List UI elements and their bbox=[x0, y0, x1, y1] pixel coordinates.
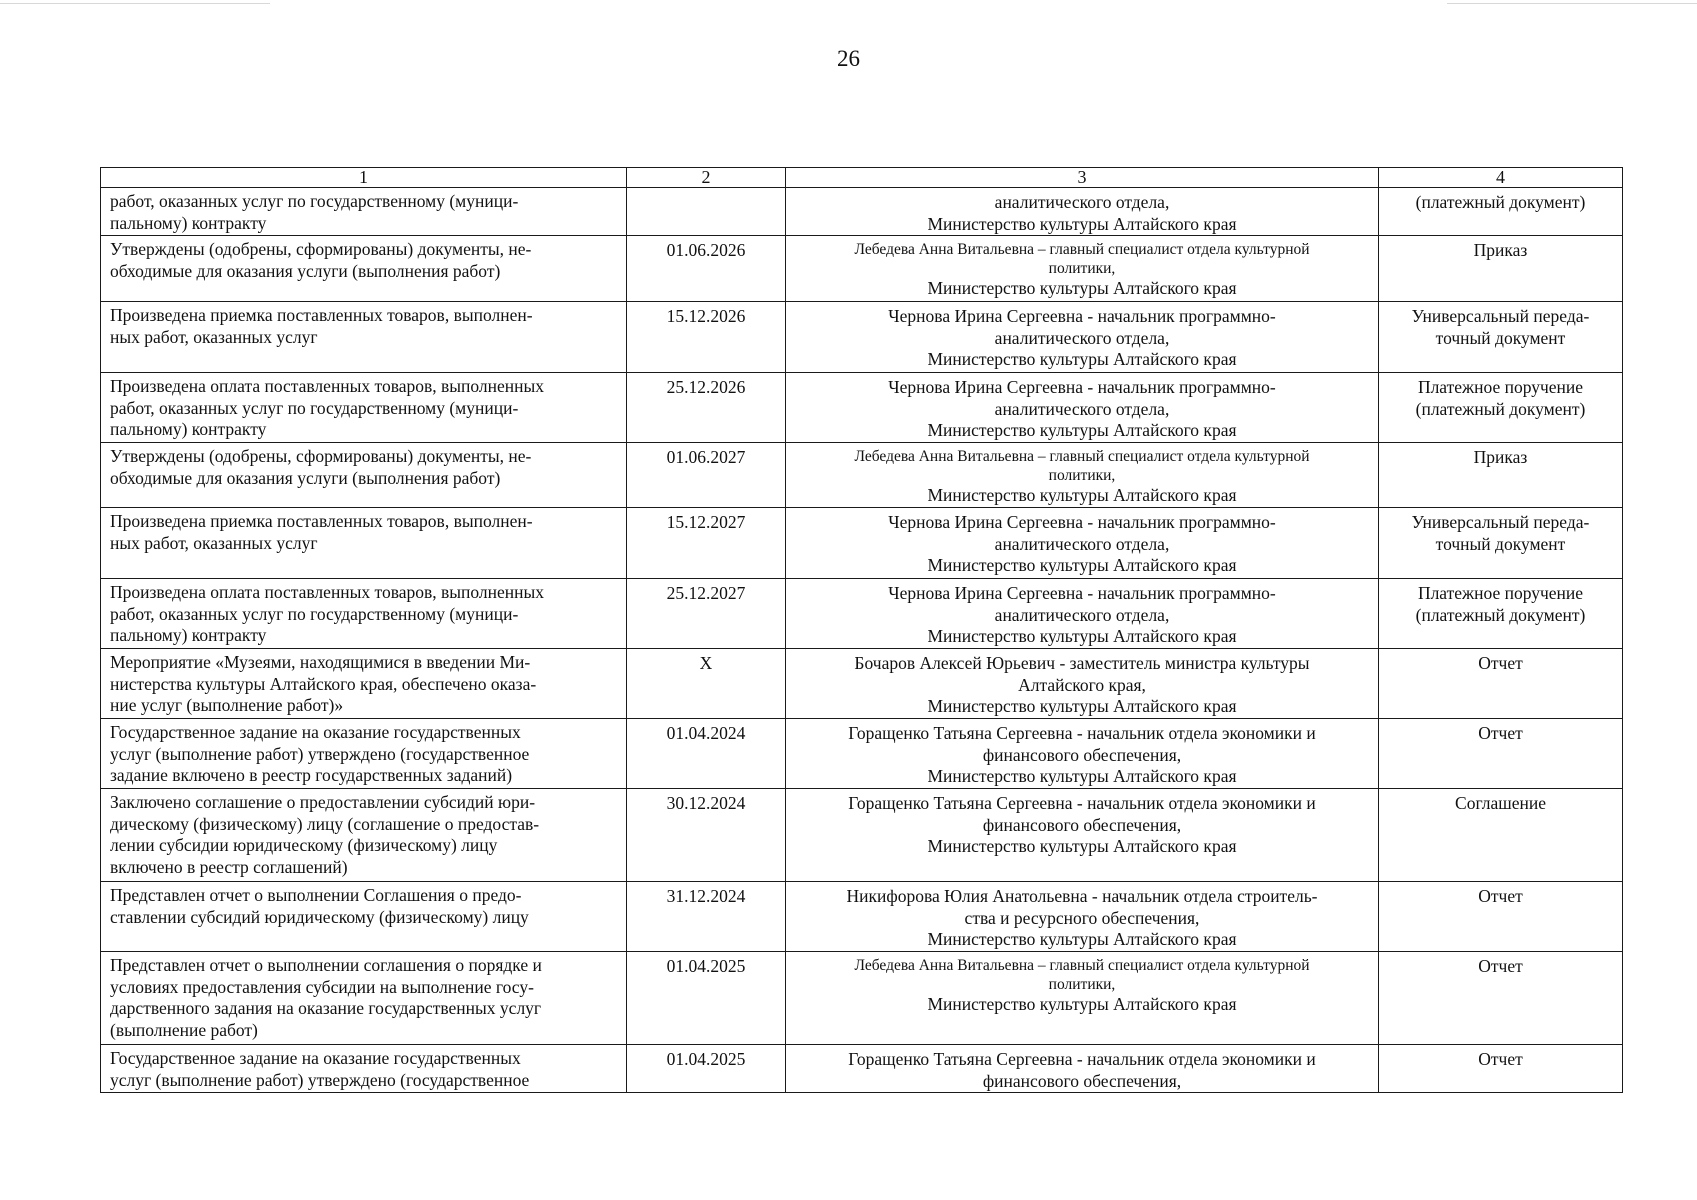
deadline-date: 25.12.2027 bbox=[666, 583, 746, 603]
responsible-organization-line: Министерство культуры Алтайского края bbox=[927, 994, 1237, 1014]
document-type-line: Отчет bbox=[1478, 723, 1523, 743]
responsible-person-line: ства и ресурсного обеспечения, bbox=[964, 907, 1200, 928]
deadline-date: 25.12.2026 bbox=[666, 377, 746, 397]
table-row bbox=[101, 1045, 1623, 1093]
event-description-line: ние услуг (выполнение работ)» bbox=[110, 695, 344, 715]
event-description-cell bbox=[101, 302, 627, 373]
document-type-cell bbox=[1379, 1045, 1623, 1093]
responsible-person-line: Министерство культуры Алтайского края bbox=[927, 420, 1237, 440]
deadline-cell bbox=[627, 719, 786, 789]
responsible-person-line: Министерство культуры Алтайского края bbox=[927, 555, 1237, 575]
event-description-cell bbox=[101, 579, 627, 649]
event-description-cell bbox=[101, 236, 627, 302]
document-type-cell bbox=[1379, 649, 1623, 719]
event-description-line: Произведена оплата поставленных товаров, выполненных bbox=[110, 376, 545, 396]
document-type-cell bbox=[1379, 443, 1623, 508]
responsible-person-line: финансового обеспечения, bbox=[982, 744, 1182, 765]
table-row bbox=[101, 302, 1623, 373]
deadline-date: 01.04.2025 bbox=[666, 956, 746, 976]
responsible-person-line: Лебедева Анна Витальевна – главный специалист отдела культурной bbox=[854, 241, 1310, 258]
event-description-cell bbox=[101, 508, 627, 579]
table-row bbox=[101, 579, 1623, 649]
deadline-cell bbox=[627, 443, 786, 508]
event-description-line: ных работ, оказанных услуг bbox=[110, 532, 318, 553]
event-description-line: обходимые для оказания услуги (выполнения работ) bbox=[110, 467, 501, 488]
event-description-cell bbox=[101, 443, 627, 508]
document-type-cell bbox=[1379, 188, 1623, 236]
responsible-person-cell bbox=[786, 882, 1379, 952]
document-type-cell bbox=[1379, 579, 1623, 649]
event-description-line: работ, оказанных услуг по государственному (муници- bbox=[110, 191, 519, 211]
responsible-person-line: Лебедева Анна Витальевна – главный специалист отдела культурной bbox=[854, 448, 1310, 465]
document-type-line: (платежный документ) bbox=[1415, 398, 1586, 419]
event-description-cell bbox=[101, 952, 627, 1045]
deadline-date: 30.12.2024 bbox=[666, 793, 746, 813]
responsible-person-line: политики, bbox=[1048, 467, 1116, 484]
event-description-line: ставлении субсидий юридическому (физическому) лицу bbox=[110, 906, 529, 927]
event-description-cell bbox=[101, 649, 627, 719]
responsible-person-line: Горащенко Татьяна Сергеевна - начальник отдела экономики и bbox=[848, 723, 1316, 743]
event-description-cell bbox=[101, 1045, 627, 1093]
deadline-cell bbox=[627, 236, 786, 302]
responsible-person-line: Никифорова Юлия Анатольевна - начальник отдела строитель- bbox=[846, 886, 1318, 906]
responsible-person-line: аналитического отдела, bbox=[994, 398, 1170, 419]
event-description-line: Утверждены (одобрены, сформированы) документы, не- bbox=[110, 446, 532, 466]
deadline-date: 01.04.2024 bbox=[666, 723, 746, 743]
responsible-person-line: аналитического отдела, bbox=[994, 327, 1170, 348]
document-type-line: Отчет bbox=[1478, 886, 1523, 906]
document-type-cell bbox=[1379, 236, 1623, 302]
document-type-line: Соглашение bbox=[1455, 793, 1546, 813]
event-description-line: работ, оказанных услуг по государственному (муници- bbox=[110, 397, 519, 418]
deadline-date: 01.06.2027 bbox=[666, 447, 746, 467]
responsible-person-line: Чернова Ирина Сергеевна - начальник программно- bbox=[888, 306, 1276, 326]
document-type-line: точный документ bbox=[1435, 327, 1566, 348]
event-description-line: пальному) контракту bbox=[110, 212, 267, 233]
event-description-line: лении субсидии юридическому (физическому) лицу bbox=[110, 835, 498, 855]
document-type-cell bbox=[1379, 789, 1623, 882]
event-description-line: дическому (физическому) лицу (соглашение о предостав- bbox=[110, 813, 540, 834]
table-row bbox=[101, 508, 1623, 579]
table-row bbox=[101, 789, 1623, 882]
event-description-line: Произведена приемка поставленных товаров, выполнен- bbox=[110, 305, 533, 325]
column-header-1: 1 bbox=[101, 168, 627, 188]
deadline-date: 01.06.2026 bbox=[666, 240, 746, 260]
event-description-line: Произведена оплата поставленных товаров, выполненных bbox=[110, 582, 545, 602]
event-description-line: включено в реестр соглашений) bbox=[110, 856, 348, 877]
event-description-cell bbox=[101, 719, 627, 789]
responsible-person-line: Бочаров Алексей Юрьевич - заместитель министра культуры bbox=[854, 653, 1310, 673]
event-description-line: условиях предоставления субсидии на выполнение госу- bbox=[110, 976, 534, 997]
event-description-line: задание включено в реестр государственных заданий) bbox=[110, 765, 513, 785]
document-type-line: Универсальный переда- bbox=[1411, 512, 1590, 532]
responsible-person-line: аналитического отдела, bbox=[994, 192, 1170, 212]
responsible-person-cell bbox=[786, 188, 1379, 236]
responsible-person-line: финансового обеспечения, bbox=[982, 1070, 1182, 1091]
responsible-person-line: Министерство культуры Алтайского края bbox=[927, 836, 1237, 856]
document-type-cell bbox=[1379, 952, 1623, 1045]
plan-table bbox=[100, 167, 1623, 1093]
responsible-person-line: Чернова Ирина Сергеевна - начальник программно- bbox=[888, 512, 1276, 532]
table-row bbox=[101, 373, 1623, 443]
table-row bbox=[101, 952, 1623, 1045]
event-description-line: дарственного задания на оказание государственных услуг bbox=[110, 998, 542, 1018]
responsible-person-cell bbox=[786, 649, 1379, 719]
deadline-date: X bbox=[699, 653, 713, 673]
deadline-cell bbox=[627, 952, 786, 1045]
column-header-2: 2 bbox=[627, 168, 786, 188]
responsible-person-line: Министерство культуры Алтайского края bbox=[927, 766, 1237, 786]
table-row bbox=[101, 649, 1623, 719]
responsible-person-line: Лебедева Анна Витальевна – главный специалист отдела культурной bbox=[854, 957, 1310, 974]
deadline-cell bbox=[627, 789, 786, 882]
responsible-person-cell bbox=[786, 508, 1379, 579]
scan-edge-right bbox=[1447, 3, 1697, 4]
document-type-line: Отчет bbox=[1478, 653, 1523, 673]
responsible-person-line: аналитического отдела, bbox=[994, 604, 1170, 625]
event-description-line: услуг (выполнение работ) утверждено (государственное bbox=[110, 1069, 530, 1090]
responsible-person-cell bbox=[786, 443, 1379, 508]
plan-table-body bbox=[101, 168, 1623, 1093]
table-row bbox=[101, 719, 1623, 789]
responsible-organization-line: Министерство культуры Алтайского края bbox=[927, 278, 1237, 298]
deadline-cell bbox=[627, 508, 786, 579]
deadline-cell bbox=[627, 1045, 786, 1093]
event-description-line: пальному) контракту bbox=[110, 625, 267, 645]
responsible-person-line: Чернова Ирина Сергеевна - начальник программно- bbox=[888, 377, 1276, 397]
event-description-cell bbox=[101, 373, 627, 443]
event-description-line: (выполнение работ) bbox=[110, 1019, 258, 1040]
event-description-line: Произведена приемка поставленных товаров, выполнен- bbox=[110, 511, 533, 531]
document-type-line: Приказ bbox=[1473, 240, 1528, 260]
document-type-line: (платежный документ) bbox=[1415, 192, 1586, 212]
event-description-line: работ, оказанных услуг по государственному (муници- bbox=[110, 603, 519, 624]
responsible-person-line: Горащенко Татьяна Сергеевна - начальник отдела экономики и bbox=[848, 793, 1316, 813]
responsible-person-line: Министерство культуры Алтайского края bbox=[927, 929, 1237, 949]
responsible-person-line: Алтайского края, bbox=[1018, 674, 1146, 695]
document-type-cell bbox=[1379, 508, 1623, 579]
event-description-line: Представлен отчет о выполнении соглашения о порядке и bbox=[110, 955, 542, 975]
event-description-line: Представлен отчет о выполнении Соглашения о предо- bbox=[110, 885, 522, 905]
event-description-line: Государственное задание на оказание государственных bbox=[110, 1048, 521, 1068]
deadline-cell bbox=[627, 188, 786, 236]
event-description-line: Мероприятие «Музеями, находящимися в введении Ми- bbox=[110, 652, 531, 672]
document-type-cell bbox=[1379, 882, 1623, 952]
document-type-line: Отчет bbox=[1478, 956, 1523, 976]
responsible-person-line: Министерство культуры Алтайского края bbox=[927, 626, 1237, 646]
responsible-person-cell bbox=[786, 789, 1379, 882]
event-description-line: пальному) контракту bbox=[110, 419, 267, 439]
document-type-line: Универсальный переда- bbox=[1411, 306, 1590, 326]
responsible-person-line: финансового обеспечения, bbox=[982, 814, 1182, 835]
deadline-date: 15.12.2026 bbox=[666, 306, 746, 326]
responsible-person-line: Министерство культуры Алтайского края bbox=[927, 213, 1237, 234]
document-type-cell bbox=[1379, 719, 1623, 789]
document-type-line: точный документ bbox=[1435, 533, 1566, 554]
event-description-cell bbox=[101, 188, 627, 236]
document-type-line: (платежный документ) bbox=[1415, 604, 1586, 625]
document-type-cell bbox=[1379, 373, 1623, 443]
scan-edge-left bbox=[0, 3, 270, 4]
deadline-date: 31.12.2024 bbox=[666, 886, 746, 906]
responsible-person-cell bbox=[786, 236, 1379, 302]
deadline-cell bbox=[627, 302, 786, 373]
event-description-line: Заключено соглашение о предоставлении субсидий юри- bbox=[110, 792, 536, 812]
responsible-organization-line: Министерство культуры Алтайского края bbox=[927, 485, 1237, 505]
document-type-line: Платежное поручение bbox=[1417, 583, 1584, 603]
responsible-person-line: политики, bbox=[1048, 976, 1116, 993]
responsible-person-line: Чернова Ирина Сергеевна - начальник программно- bbox=[888, 583, 1276, 603]
deadline-date: 15.12.2027 bbox=[666, 512, 746, 532]
table-row bbox=[101, 188, 1623, 236]
deadline-cell bbox=[627, 882, 786, 952]
event-description-line: обходимые для оказания услуги (выполнения работ) bbox=[110, 260, 501, 281]
document-type-line: Платежное поручение bbox=[1417, 377, 1584, 397]
event-description-line: Государственное задание на оказание государственных bbox=[110, 722, 521, 742]
responsible-person-line: Горащенко Татьяна Сергеевна - начальник отдела экономики и bbox=[848, 1049, 1316, 1069]
page-number: 26 bbox=[837, 46, 860, 71]
event-description-line: нистерства культуры Алтайского края, обеспечено оказа- bbox=[110, 673, 537, 694]
responsible-person-cell bbox=[786, 373, 1379, 443]
event-description-cell bbox=[101, 789, 627, 882]
responsible-person-cell bbox=[786, 302, 1379, 373]
table-row bbox=[101, 882, 1623, 952]
responsible-person-cell bbox=[786, 719, 1379, 789]
deadline-cell bbox=[627, 649, 786, 719]
table-row bbox=[101, 443, 1623, 508]
responsible-person-cell bbox=[786, 579, 1379, 649]
document-type-cell bbox=[1379, 302, 1623, 373]
event-description-line: ных работ, оказанных услуг bbox=[110, 326, 318, 347]
responsible-person-cell bbox=[786, 1045, 1379, 1093]
responsible-person-line: Министерство культуры Алтайского края bbox=[927, 696, 1237, 716]
event-description-line: услуг (выполнение работ) утверждено (государственное bbox=[110, 743, 530, 764]
document-type-line: Отчет bbox=[1478, 1049, 1523, 1069]
responsible-person-line: политики, bbox=[1048, 260, 1116, 277]
deadline-cell bbox=[627, 373, 786, 443]
event-description-line: Утверждены (одобрены, сформированы) документы, не- bbox=[110, 239, 532, 259]
event-description-cell bbox=[101, 882, 627, 952]
deadline-cell bbox=[627, 579, 786, 649]
table-header-row bbox=[101, 168, 1623, 188]
column-header-3: 3 bbox=[786, 168, 1379, 188]
deadline-date: 01.04.2025 bbox=[666, 1049, 746, 1069]
responsible-person-cell bbox=[786, 952, 1379, 1045]
column-header-4: 4 bbox=[1379, 168, 1623, 188]
table-row bbox=[101, 236, 1623, 302]
document-type-line: Приказ bbox=[1473, 447, 1528, 467]
responsible-person-line: Министерство культуры Алтайского края bbox=[927, 349, 1237, 369]
responsible-person-line: аналитического отдела, bbox=[994, 533, 1170, 554]
